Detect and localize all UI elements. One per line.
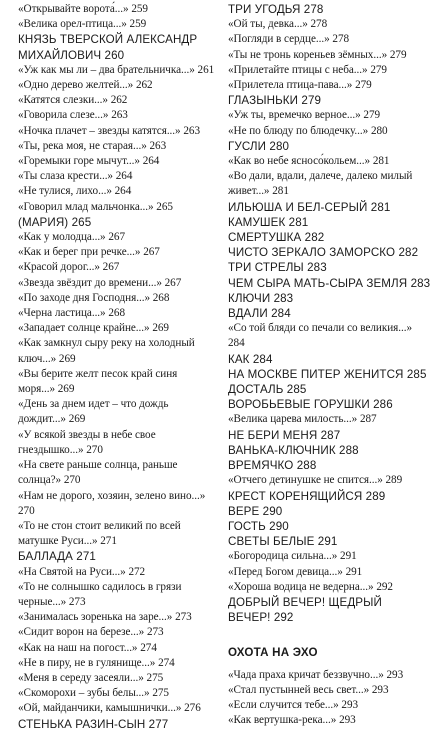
- toc-entry: [18, 200, 216, 215]
- toc-entry-title: НА МОСКВЕ ПИТЕР ЖЕНИТСЯ: [228, 367, 404, 381]
- toc-heading-entry: [228, 519, 424, 534]
- toc-page-number: 262: [110, 94, 128, 107]
- toc-page-number: 264: [114, 185, 132, 198]
- toc-entry-title: «Как вертушка-река...»: [228, 714, 337, 727]
- toc-heading-entry: [228, 367, 427, 382]
- toc-page-number: 291: [345, 565, 363, 578]
- toc-page-number: 274: [158, 656, 175, 669]
- toc-page-number: 273: [175, 611, 192, 624]
- toc-entry-title: «Красой дорог...»: [18, 261, 100, 274]
- toc-entry-title: «Ой, майданчики, камышнички...»: [18, 702, 182, 715]
- toc-page-number: 269: [57, 383, 75, 396]
- toc-entry: [228, 473, 424, 488]
- toc-entry-title: «Горемыки горе мычут...»: [18, 155, 140, 168]
- toc-heading-entry: [228, 230, 424, 245]
- toc-entry: [18, 291, 216, 306]
- toc-entry: [18, 78, 216, 93]
- toc-entry: [18, 139, 216, 154]
- toc-entry-title: «Ой ты, девка...»: [228, 18, 308, 31]
- toc-heading-entry: [228, 382, 424, 397]
- toc-entry-title: «Ты слаза крести...»: [18, 170, 113, 183]
- toc-page-number: 279: [363, 109, 381, 122]
- toc-entry-title: «На Святой на Руси...»: [18, 565, 126, 578]
- toc-entry: [228, 78, 424, 93]
- toc-page-number: 262: [135, 79, 153, 92]
- toc-entry-title: «Черна ластица...»: [18, 307, 106, 320]
- toc-page-number: 280: [370, 124, 388, 137]
- toc-entry-title: «У всякой звезды в небе свое гнездышко...»: [18, 428, 156, 456]
- toc-entry: [228, 713, 424, 728]
- toc-entry-title: «Открывайте ворота́...»: [18, 3, 129, 15]
- toc-page-number: 268: [108, 307, 125, 320]
- toc-entry-title: СТЕНЬКА РАЗИН-СЫН: [18, 717, 146, 731]
- toc-entry: [18, 428, 216, 458]
- toc-entry: [228, 63, 424, 78]
- toc-page-number: 280: [269, 139, 290, 153]
- toc-page-number: 271: [100, 535, 117, 548]
- toc-entry-title: «Говорила слезе...»: [18, 109, 109, 122]
- toc-heading-entry: [228, 260, 424, 275]
- toc-page-number: 290: [262, 504, 283, 518]
- toc-page-number: 275: [146, 671, 164, 684]
- toc-heading-entry: [228, 489, 424, 504]
- toc-page-number: 263: [183, 124, 200, 137]
- toc-entry-title: «Ночка плачет – звезды катятся...»: [18, 124, 181, 137]
- toc-entry-title: ВРЕМЯЧКО: [228, 459, 294, 473]
- toc-entry: [18, 701, 216, 716]
- toc-page-number: 259: [131, 3, 148, 15]
- toc-page-number: 287: [359, 413, 377, 426]
- toc-heading-entry: [228, 2, 424, 17]
- toc-entry: [228, 698, 424, 713]
- toc-entry-title: «Во дали, вдали, далече, далеко милый живет...»: [228, 170, 413, 198]
- toc-entry-title: КАМУШЕК: [228, 215, 286, 229]
- toc-page-number: 274: [140, 641, 157, 654]
- toc-entry-title: «Хороша водица не ведерна...»: [228, 580, 374, 593]
- toc-page-number: 269: [68, 413, 86, 426]
- toc-entry-title: «Как у молодца...»: [18, 231, 106, 244]
- toc-page-number: 279: [389, 48, 407, 61]
- toc-page-number: 292: [273, 611, 294, 625]
- toc-page-number: 269: [152, 322, 169, 335]
- toc-page-number: 278: [310, 18, 328, 31]
- toc-heading-entry: [228, 443, 424, 458]
- toc-heading-entry: [18, 215, 216, 230]
- toc-entry-title: ГУСЛИ: [228, 139, 267, 153]
- toc-entry-title: ВЕРЕ: [228, 504, 260, 518]
- toc-entry-title: «Звезда звёздит до времени...»: [18, 276, 162, 289]
- toc-heading-entry: [228, 458, 424, 473]
- toc-entry: [228, 17, 424, 32]
- toc-page-number: 288: [339, 443, 359, 457]
- toc-entry-title: ЧЕМ СЫРА МАТЬ-СЫРА ЗЕМЛЯ: [228, 276, 408, 290]
- toc-page-number: 281: [372, 155, 390, 168]
- toc-page-number: 271: [76, 550, 96, 564]
- toc-entry: [18, 108, 216, 123]
- toc-entry: [18, 458, 216, 488]
- toc-entry-title: «Скоморохи – зубы белы...»: [18, 687, 150, 700]
- toc-entry: [228, 565, 424, 580]
- toc-entry-title: «Прилетайте птицы с неба...»: [228, 63, 368, 76]
- toc-entry-title: БАЛЛАДА: [18, 550, 73, 564]
- toc-right-entries: [228, 2, 430, 625]
- toc-page-number: 291: [317, 535, 338, 549]
- toc-page-number: 285: [286, 383, 307, 397]
- toc-heading-entry: [228, 306, 424, 321]
- toc-entry-title: «Как и берег при речке...»: [18, 246, 141, 259]
- toc-entry-title: «Как во небе ясносо́кольем...»: [228, 155, 371, 168]
- toc-entry-title: «Одно дерево желтей...»: [18, 79, 134, 92]
- toc-heading-entry: [228, 276, 430, 291]
- toc-column-left: [18, 2, 216, 732]
- toc-entry: [18, 169, 216, 184]
- toc-heading-entry: [228, 215, 424, 230]
- toc-page-number: 293: [339, 714, 356, 727]
- toc-page-number: 259: [129, 18, 147, 31]
- toc-entry-title: «Говорил млад мальчонка...»: [18, 200, 154, 213]
- toc-page-number: 281: [272, 185, 289, 198]
- toc-entry-title: КЛЮЧИ: [228, 291, 271, 305]
- toc-entry-title: СВЕТЫ БЕЛЫЕ: [228, 535, 315, 549]
- toc-page-number: 285: [406, 367, 427, 381]
- toc-page-number: 276: [184, 702, 201, 715]
- toc-page-number: 286: [373, 398, 393, 412]
- toc-entry-title: «Велика царева милость...»: [228, 413, 358, 426]
- toc-entry: [228, 412, 424, 427]
- toc-page-number: 268: [152, 291, 170, 304]
- toc-page-number: 260: [104, 48, 125, 62]
- toc-entry-title: «День за днем идет – что дождь дождит...»: [18, 398, 169, 426]
- toc-page-number: 279: [370, 63, 387, 76]
- toc-page-number: 270: [86, 443, 103, 456]
- toc-entry-title: ВАНЬКА-КЛЮЧНИК: [228, 443, 336, 457]
- toc-heading-entry: [18, 32, 216, 62]
- toc-entry: [18, 686, 216, 701]
- toc-page-number: 284: [271, 307, 291, 321]
- toc-page-number: 279: [355, 79, 372, 92]
- toc-heading-entry: [228, 352, 424, 367]
- toc-entry-title: «По заходе дня Господня...»: [18, 291, 151, 304]
- toc-entry: [18, 230, 216, 245]
- toc-entry: [228, 683, 424, 698]
- toc-entry-title: «Чада праха кричат беззвучно...»: [228, 668, 384, 681]
- toc-page-number: 288: [296, 459, 317, 473]
- toc-entry-title: «Не тулися, лихо...»: [18, 185, 112, 198]
- toc-entry-title: «Стал пустынней весь свет...»: [228, 683, 370, 696]
- toc-entry-title: ВДАЛИ: [228, 307, 268, 321]
- toc-heading-entry: [228, 200, 424, 215]
- toc-entry-title: ТРИ УГОДЬЯ: [228, 3, 301, 16]
- toc-entry: [18, 260, 216, 275]
- toc-page-number: 263: [149, 139, 167, 152]
- toc-entry: [228, 169, 424, 199]
- toc-entry-title: НЕ БЕРИ МЕНЯ: [228, 428, 318, 442]
- toc-section-entries: [228, 668, 424, 729]
- toc-entry-title: «Ты, река моя, не старая...»: [18, 139, 147, 152]
- toc-entry-title: ДОБРЫЙ ВЕЧЕР! ЩЕДРЫЙ ВЕЧЕР!: [228, 595, 382, 625]
- toc-heading-entry: [228, 504, 424, 519]
- toc-entry-title: «Западает солнце крайне...»: [18, 322, 150, 335]
- toc-entry-title: «Уж как мы ли – два брательничка...»: [18, 63, 195, 76]
- toc-page-number: 264: [142, 155, 160, 168]
- toc-entry-title: СМЕРТУШКА: [228, 231, 302, 245]
- toc-heading-entry: [228, 93, 424, 108]
- toc-entry: [18, 154, 216, 169]
- toc-page-number: 282: [398, 246, 419, 260]
- toc-entry: [18, 367, 216, 397]
- toc-heading-entry: [18, 549, 216, 564]
- toc-heading-entry: [228, 139, 424, 154]
- toc-entry-title: «Меня в середу засеяли...»: [18, 671, 144, 684]
- toc-page-number: 275: [152, 687, 169, 700]
- toc-heading-entry: [228, 245, 424, 260]
- toc-page-number: 264: [115, 170, 133, 183]
- toc-entry-title: ГЛАЗЫНЬКИ: [228, 94, 299, 108]
- toc-page-number: 283: [307, 261, 327, 275]
- toc-entry-title: «Погляди в сердце...»: [228, 33, 330, 46]
- toc-entry-title: ЧИСТО ЗЕРКАЛО ЗАМОРСКО: [228, 246, 396, 260]
- toc-page-number: 290: [269, 519, 289, 533]
- toc-heading-entry: [18, 717, 216, 732]
- toc-entry-title: «Как на наш на погост...»: [18, 641, 138, 654]
- toc-entry-title: ВОРОБЬЕВЫЕ ГОРУШКИ: [228, 398, 370, 412]
- toc-entry: [18, 610, 216, 625]
- toc-page-number: 283: [410, 276, 430, 290]
- toc-entry-title: «Богородица сильна...»: [228, 550, 338, 563]
- toc-page-number: 273: [68, 595, 86, 608]
- toc-entry-title: «Вы берите желт песок край синя моря...»: [18, 367, 178, 396]
- toc-entry-title: «Отчего детинушке не спится...»: [228, 474, 383, 487]
- toc-entry: [18, 245, 216, 260]
- toc-entry: [228, 668, 424, 683]
- toc-entry: [228, 124, 424, 139]
- toc-page-number: 281: [370, 200, 391, 214]
- toc-entry-title: «Катятся слезки...»: [18, 94, 108, 107]
- toc-page-number: 272: [128, 565, 146, 578]
- toc-page-number: 261: [197, 63, 215, 76]
- toc-entry-title: «Нам не дорого, хозяин, зелено вино...»: [18, 489, 206, 502]
- toc-page-number: 289: [365, 489, 386, 503]
- toc-entry-title: «Прилетела птица-пава...»: [228, 79, 353, 92]
- toc-page-number: 269: [58, 352, 76, 365]
- toc-entry-title: «Как замкнул сыру реку на холодный ключ...»: [18, 337, 195, 365]
- toc-page-number: 293: [386, 668, 404, 681]
- toc-page-number: 278: [332, 33, 350, 46]
- toc-heading-entry: [228, 595, 424, 625]
- toc-entry: [18, 519, 216, 549]
- toc-entry-title: ДОСТАЛЬ: [228, 383, 284, 397]
- toc-entry: [228, 549, 424, 564]
- toc-entry: [18, 63, 216, 78]
- toc-page-number: 277: [148, 717, 169, 731]
- toc-page-number: 263: [111, 109, 128, 122]
- toc-entry: [18, 580, 216, 610]
- toc-entry-title: ТРИ СТРЕЛЫ: [228, 261, 304, 275]
- toc-entry: [228, 108, 424, 123]
- toc-page-number: 284: [228, 337, 245, 350]
- toc-entry-title: «Со той бляди со печали со великия...»: [228, 322, 413, 335]
- toc-entry: [18, 184, 216, 199]
- toc-entry-title: ИЛЬЮША И БЕЛ-СЕРЫЙ: [228, 200, 368, 214]
- toc-page-number: 267: [102, 261, 120, 274]
- toc-page-number: 267: [143, 246, 160, 259]
- toc-page-number: 293: [371, 683, 389, 696]
- toc-entry: [18, 625, 216, 640]
- toc-page-number: 282: [304, 231, 325, 245]
- toc-entry: [228, 321, 424, 351]
- toc-entry: [228, 48, 424, 63]
- toc-page-number: 265: [71, 215, 92, 229]
- toc-page-number: 267: [108, 231, 125, 244]
- toc-entry: [18, 671, 216, 686]
- toc-entry-title: «На свете раньше солнца, раньше солнца?»: [18, 459, 178, 487]
- toc-page-number: 291: [340, 550, 357, 563]
- toc-entry: [18, 2, 216, 17]
- toc-heading-entry: [228, 534, 424, 549]
- toc-entry-title: «Сидит ворон на березе...»: [18, 626, 145, 639]
- toc-page-number: 270: [18, 504, 35, 517]
- toc-page-number: 270: [63, 474, 81, 487]
- toc-heading-entry: [228, 291, 424, 306]
- toc-entry-title: КАК: [228, 352, 250, 366]
- toc-column-right: [228, 2, 430, 728]
- toc-page-number: 284: [252, 352, 273, 366]
- toc-entry: [18, 336, 216, 366]
- toc-page-number: 273: [146, 626, 164, 639]
- toc-entry-title: «Уж ты, времечко верное...»: [228, 109, 361, 122]
- toc-entry-title: «Перед Богом девица...»: [228, 565, 343, 578]
- toc-entry-title: «Не в пиру, не в гулянище...»: [18, 656, 156, 669]
- toc-entry: [18, 565, 216, 580]
- toc-entry-title: «Велика орел-птица...»: [18, 18, 127, 31]
- toc-page-number: 265: [156, 200, 173, 213]
- toc-page-number: 267: [164, 276, 182, 289]
- toc-entry-title: (МАРИЯ): [18, 215, 69, 229]
- toc-entry-title: «То не стон стоит великий по всей матушке Руси...»: [18, 519, 181, 548]
- toc-entry: [228, 154, 424, 169]
- toc-entry: [18, 306, 216, 321]
- toc-entry: [18, 489, 216, 519]
- toc-entry: [18, 641, 216, 656]
- toc-entry: [18, 17, 216, 32]
- toc-page-number: 278: [303, 3, 324, 16]
- toc-entry-title: КРЕСТ КОРЕНЯЩИЙСЯ: [228, 489, 363, 503]
- toc-entry-title: ГОСТЬ: [228, 519, 266, 533]
- toc-entry: [18, 124, 216, 139]
- toc-page-number: 292: [376, 580, 393, 593]
- toc-entry-title: КНЯЗЬ ТВЕРСКОЙ АЛЕКСАНДР МИХАЙЛОВИЧ: [18, 33, 198, 62]
- toc-page-number: 279: [301, 94, 322, 108]
- toc-entry-title: «Если случится тебе...»: [228, 698, 339, 711]
- toc-heading-entry: [228, 428, 424, 443]
- toc-entry-title: «Не по блюду по блюдечку...»: [228, 124, 369, 137]
- toc-entry-title: «Ты не тронь кореньев зёмных...»: [228, 48, 388, 61]
- toc-heading-entry: [228, 397, 424, 412]
- section-title: ОХОТА НА ЭХО: [228, 646, 318, 660]
- toc-entry: [228, 580, 424, 595]
- toc-entry: [18, 656, 216, 671]
- toc-entry: [18, 397, 216, 427]
- toc-page-number: 287: [320, 428, 341, 442]
- toc-entry: [18, 93, 216, 108]
- toc-page-number: 293: [341, 698, 359, 711]
- toc-page-number: 281: [288, 215, 309, 229]
- toc-entry-title: «Занималась зоренька на заре...»: [18, 611, 173, 624]
- toc-page-number: 289: [385, 474, 403, 487]
- toc-entry: [228, 32, 424, 47]
- toc-entry: [18, 276, 216, 291]
- toc-entry: [18, 321, 216, 336]
- toc-entry-title: «То не солнышко садилось в грязи черные...»: [18, 580, 182, 608]
- toc-page-number: 283: [273, 291, 294, 305]
